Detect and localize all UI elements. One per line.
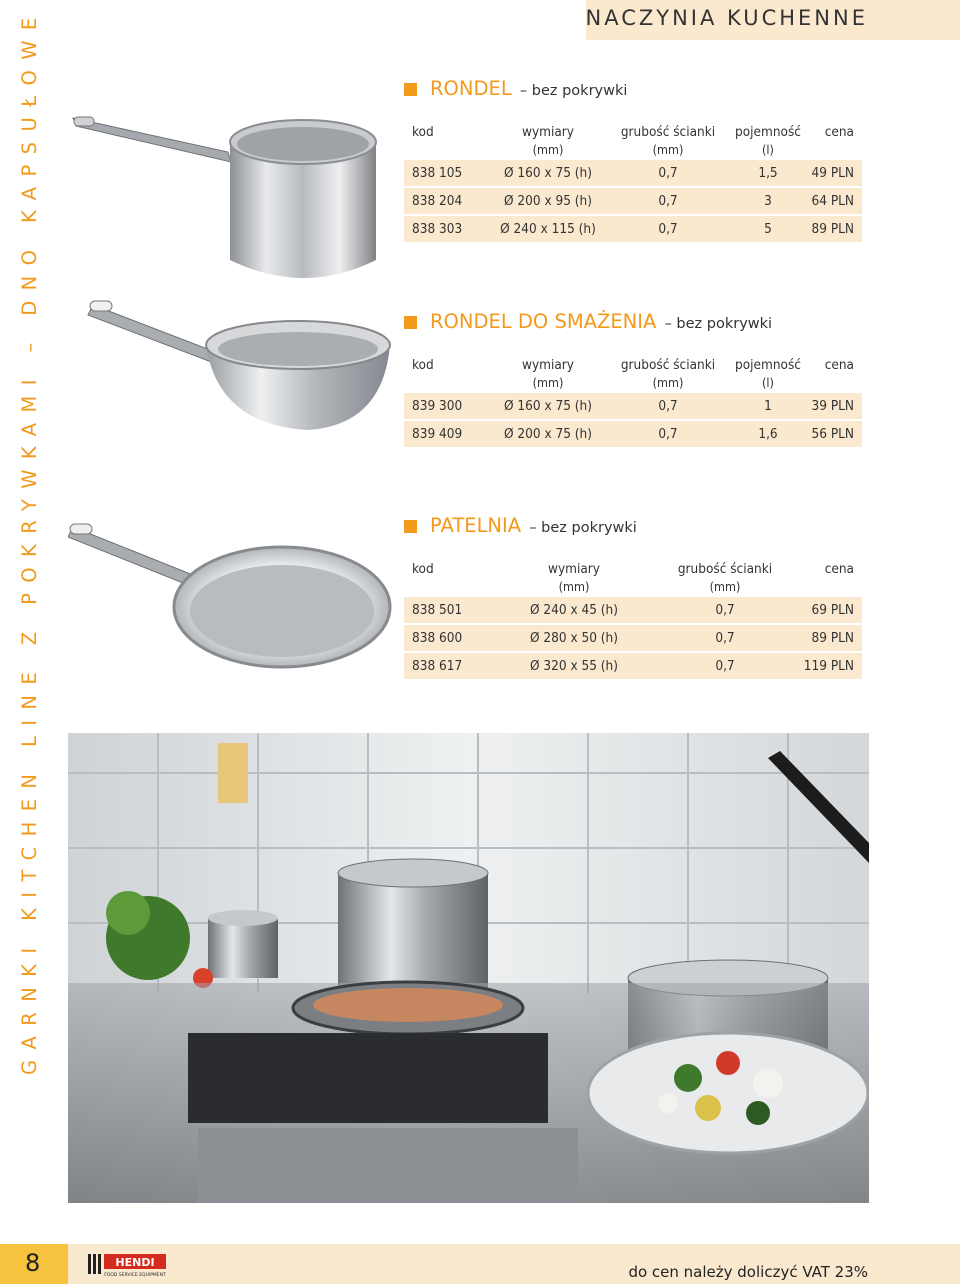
col-wymiary: wymiary (mm) — [548, 561, 600, 594]
col-pojemnosc: pojemność (l) — [735, 124, 801, 157]
table-row: 838 617 Ø 320 x 55 (h) 0,7 119 PLN — [404, 652, 862, 679]
table-row: 838 600 Ø 280 x 50 (h) 0,7 89 PLN — [404, 624, 862, 652]
bullet-square-icon — [404, 520, 417, 533]
page-number-box — [0, 1244, 68, 1284]
section-title: PATELNIA – bez pokrywki — [430, 514, 637, 537]
col-pojemnosc: pojemność (l) — [735, 357, 801, 390]
col-kod: kod — [412, 357, 434, 373]
bullet-square-icon — [404, 83, 417, 96]
section-heading — [404, 311, 862, 335]
bullet-square-icon — [404, 316, 417, 329]
saute-pan-photo — [68, 295, 393, 445]
vat-note: do cen należy doliczyć VAT 23% — [628, 1263, 868, 1281]
col-cena: cena — [824, 124, 854, 140]
section-title: RONDEL – bez pokrywki — [430, 77, 628, 100]
frying-pan-photo — [68, 515, 393, 695]
section-title: RONDEL DO SMAŻENIA – bez pokrywki — [430, 310, 773, 333]
table-row: 839 409 Ø 200 x 75 (h) 0,7 1,6 56 PLN — [404, 420, 862, 447]
section-rondel-do-smazenia — [404, 311, 862, 447]
col-wymiary: wymiary (mm) — [522, 357, 574, 390]
section-patelnia — [404, 515, 862, 679]
logo-subtext: FOOD SERVICE EQUIPMENT — [104, 1273, 166, 1278]
side-title: GARNKI KITCHEN LINE Z POKRYWKAMI – DNO KAPSUŁOWE — [18, 7, 41, 1075]
section-heading — [404, 78, 862, 102]
col-grubosc: grubość ścianki (mm) — [620, 124, 716, 157]
col-grubosc: grubość ścianki (mm) — [620, 357, 716, 390]
col-kod: kod — [412, 561, 434, 577]
section-heading — [404, 515, 862, 539]
kitchen-photo — [68, 733, 869, 1203]
page-title: NACZYNIA KUCHENNE — [585, 6, 868, 30]
table-row: 838 303 Ø 240 x 115 (h) 0,7 5 89 PLN — [404, 215, 862, 242]
product-table — [404, 357, 862, 447]
hendi-logo — [88, 1252, 168, 1282]
section-rondel — [404, 78, 862, 242]
col-cena: cena — [824, 357, 854, 373]
product-table — [404, 561, 862, 679]
logo-text: HENDI — [115, 1256, 155, 1269]
col-cena: cena — [824, 561, 854, 577]
table-row: 838 105 Ø 160 x 75 (h) 0,7 1,5 49 PLN — [404, 159, 862, 187]
page-number: 8 — [25, 1249, 41, 1277]
table-row: 838 204 Ø 200 x 95 (h) 0,7 3 64 PLN — [404, 187, 862, 215]
col-grubosc: grubość ścianki (mm) — [677, 561, 773, 594]
table-row: 838 501 Ø 240 x 45 (h) 0,7 69 PLN — [404, 596, 862, 624]
saucepan-photo — [68, 100, 393, 310]
table-row: 839 300 Ø 160 x 75 (h) 0,7 1 39 PLN — [404, 392, 862, 420]
col-kod: kod — [412, 124, 434, 140]
product-table — [404, 124, 862, 242]
col-wymiary: wymiary (mm) — [522, 124, 574, 157]
